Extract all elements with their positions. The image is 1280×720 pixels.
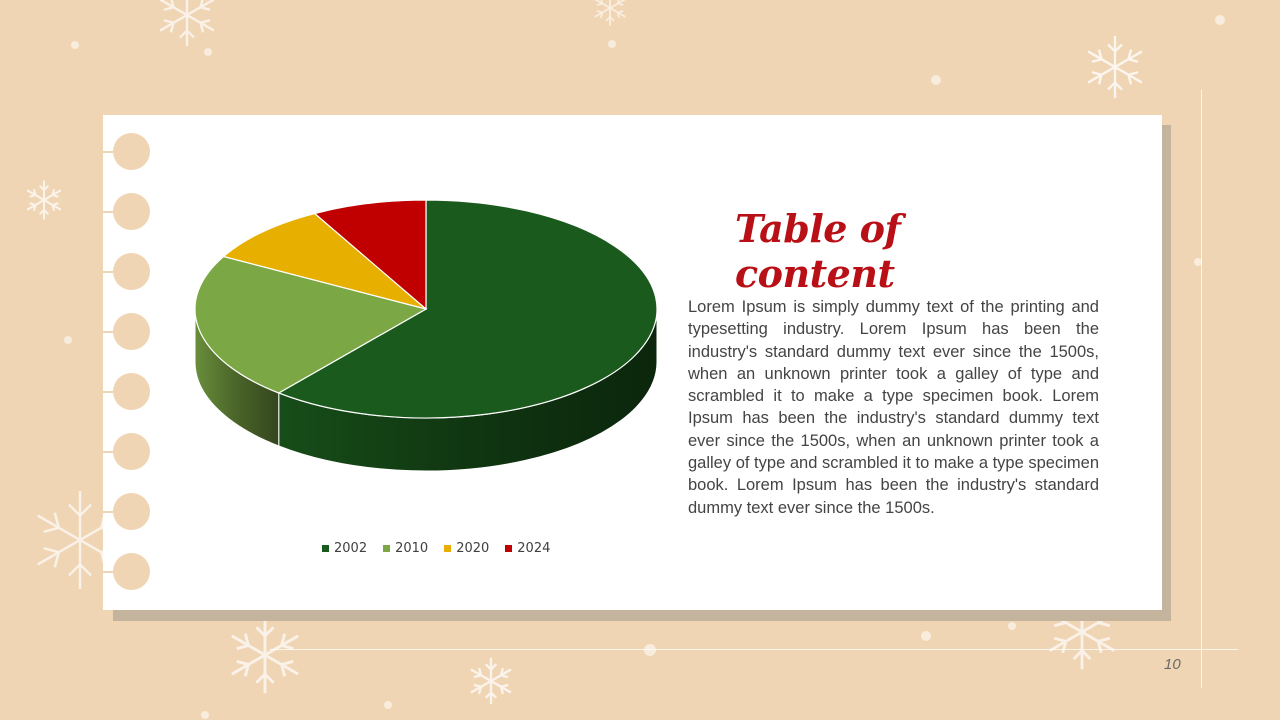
legend-item-2024 bbox=[505, 541, 550, 556]
legend-swatch bbox=[505, 545, 512, 552]
legend-label: 2002 bbox=[334, 541, 368, 556]
page-number: 10 bbox=[1164, 656, 1181, 673]
binder-hole bbox=[113, 253, 150, 290]
binder-hole bbox=[113, 493, 150, 530]
legend-item-2010 bbox=[383, 541, 428, 556]
legend-item-2020 bbox=[444, 541, 489, 556]
legend-swatch bbox=[322, 545, 329, 552]
legend-item-2002 bbox=[322, 541, 367, 556]
legend-swatch bbox=[383, 545, 390, 552]
binder-hole bbox=[113, 313, 150, 350]
legend-label: 2024 bbox=[517, 541, 551, 556]
binder-hole bbox=[113, 433, 150, 470]
binder-hole bbox=[113, 373, 150, 410]
binder-hole bbox=[113, 133, 150, 170]
legend-swatch bbox=[444, 545, 451, 552]
legend-label: 2010 bbox=[395, 541, 429, 556]
legend-label: 2020 bbox=[456, 541, 490, 556]
pie-chart bbox=[180, 195, 680, 505]
chart-legend bbox=[322, 541, 550, 556]
binder-hole bbox=[113, 553, 150, 590]
slide-title: Table of content bbox=[735, 206, 901, 296]
decor-line-vertical bbox=[1201, 90, 1202, 688]
body-paragraph: Lorem Ipsum is simply dummy text of the printing and typesetting industry. Lorem Ipsum has been the industry's standard dummy text ever since the 1500s, when an unknown printer took a galley of type and scrambled it to make a type specimen book. Lorem Ipsum has been the industry's standard dummy text ever since the 1500s, when an unknown printer took a galley of type and scrambled it to make a type specimen book. Lorem Ipsum has been the industry's standard dummy text ever since the 1500s. bbox=[688, 298, 1099, 517]
binder-hole bbox=[113, 193, 150, 230]
decor-line-horizontal bbox=[270, 649, 1238, 650]
